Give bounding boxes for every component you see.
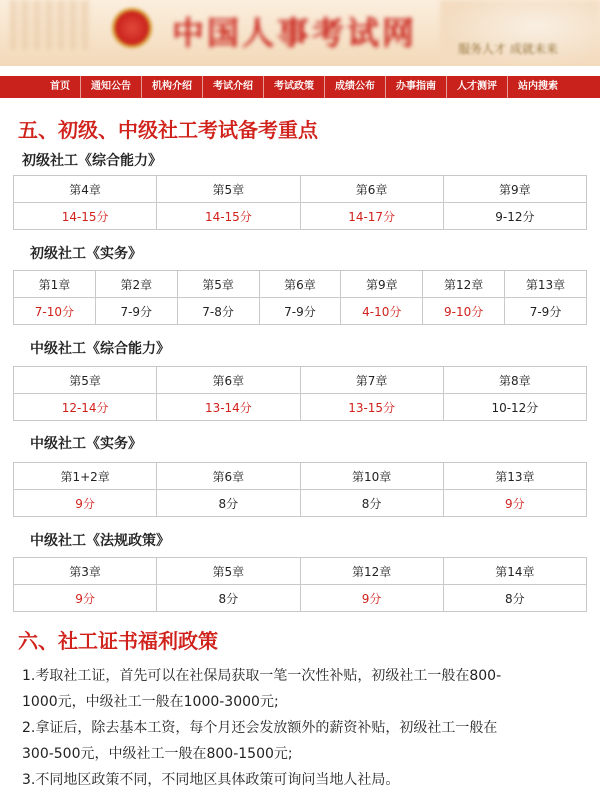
- table-subtitle: 初级社工《综合能力》: [22, 153, 162, 169]
- score-cell: 8分: [443, 585, 586, 612]
- score-cell: 7-9分: [505, 298, 587, 325]
- table-subtitle: 初级社工《实务》: [30, 246, 142, 262]
- nav-item-exam-intro[interactable]: 考试介绍: [203, 76, 264, 98]
- chapter-cell: 第1章: [14, 271, 96, 298]
- table-subtitle: 中级社工《综合能力》: [30, 341, 170, 357]
- score-cell: 14-15分: [157, 203, 300, 230]
- chapter-cell: 第14章: [443, 558, 586, 585]
- table-row-scores: [14, 203, 587, 230]
- table-row-chapters: [14, 271, 587, 298]
- chapter-cell: 第6章: [157, 367, 300, 394]
- chapter-cell: 第6章: [157, 463, 300, 490]
- chapter-cell: 第2章: [95, 271, 177, 298]
- score-cell: 8分: [300, 490, 443, 517]
- chapter-cell: 第5章: [177, 271, 259, 298]
- nav-item-results[interactable]: 成绩公布: [325, 76, 386, 98]
- chapter-cell: 第13章: [505, 271, 587, 298]
- score-cell: 9分: [300, 585, 443, 612]
- score-cell: 7-9分: [259, 298, 341, 325]
- table-row-scores: [14, 585, 587, 612]
- chapter-cell: 第4章: [14, 176, 157, 203]
- national-emblem-logo: [112, 8, 152, 48]
- nav-item-home[interactable]: 首页: [40, 76, 81, 98]
- chapter-cell: 第10章: [300, 463, 443, 490]
- nav-item-notices[interactable]: 通知公告: [81, 76, 142, 98]
- table-row-scores: [14, 298, 587, 325]
- score-cell: 13-15分: [300, 394, 443, 421]
- policy-line: 2.拿证后，除去基本工资，每个月还会发放额外的薪资补贴，初级社工一般在: [22, 720, 498, 736]
- chapter-cell: 第9章: [341, 271, 423, 298]
- score-table-primary-ability: [13, 175, 587, 230]
- score-cell: 9分: [14, 585, 157, 612]
- chapter-cell: 第1+2章: [14, 463, 157, 490]
- chapter-cell: 第6章: [259, 271, 341, 298]
- chapter-cell: 第8章: [443, 367, 586, 394]
- banner-decoration: [10, 0, 90, 50]
- score-table-primary-practice: [13, 270, 587, 325]
- section-title-exam-focus: 五、初级、中级社工考试备考重点: [18, 118, 318, 142]
- score-cell: 8分: [157, 490, 300, 517]
- table-subtitle: 中级社工《实务》: [30, 436, 142, 452]
- score-cell: 14-17分: [300, 203, 443, 230]
- score-cell: 4-10分: [341, 298, 423, 325]
- policy-line: 300-500元，中级社工一般在800-1500元;: [22, 746, 293, 762]
- score-table-intermediate-ability: [13, 366, 587, 421]
- score-cell: 9分: [14, 490, 157, 517]
- site-title[interactable]: 中国人事考试网: [172, 14, 418, 52]
- score-cell: 7-10分: [14, 298, 96, 325]
- main-nav: [0, 76, 600, 98]
- table-row-chapters: [14, 558, 587, 585]
- chapter-cell: 第12章: [423, 271, 505, 298]
- chapter-cell: 第13章: [443, 463, 586, 490]
- site-banner: [0, 0, 600, 66]
- table-row-scores: [14, 490, 587, 517]
- table-row-chapters: [14, 176, 587, 203]
- score-cell: 9-12分: [443, 203, 586, 230]
- chapter-cell: 第5章: [14, 367, 157, 394]
- chapter-cell: 第3章: [14, 558, 157, 585]
- chapter-cell: 第5章: [157, 176, 300, 203]
- score-cell: 7-9分: [95, 298, 177, 325]
- nav-item-guide[interactable]: 办事指南: [386, 76, 447, 98]
- banner-slogan: 服务人才 成就未来: [458, 42, 558, 56]
- table-row-scores: [14, 394, 587, 421]
- chapter-cell: 第12章: [300, 558, 443, 585]
- score-cell: 14-15分: [14, 203, 157, 230]
- score-cell: 13-14分: [157, 394, 300, 421]
- table-row-chapters: [14, 367, 587, 394]
- welfare-policy-text: [22, 663, 582, 793]
- nav-item-assessment[interactable]: 人才测评: [447, 76, 508, 98]
- score-cell: 9分: [443, 490, 586, 517]
- chapter-cell: 第6章: [300, 176, 443, 203]
- chapter-cell: 第7章: [300, 367, 443, 394]
- score-cell: 10-12分: [443, 394, 586, 421]
- nav-item-exam-policy[interactable]: 考试政策: [264, 76, 325, 98]
- score-table-intermediate-practice: [13, 462, 587, 517]
- score-cell: 8分: [157, 585, 300, 612]
- score-cell: 7-8分: [177, 298, 259, 325]
- chapter-cell: 第9章: [443, 176, 586, 203]
- policy-line: 1.考取社工证，首先可以在社保局获取一笔一次性补贴，初级社工一般在800-: [22, 668, 502, 684]
- table-row-chapters: [14, 463, 587, 490]
- chapter-cell: 第5章: [157, 558, 300, 585]
- score-cell: 12-14分: [14, 394, 157, 421]
- section-title-welfare-policy: 六、社工证书福利政策: [18, 629, 218, 653]
- nav-item-site-search[interactable]: 站内搜索: [518, 81, 558, 92]
- score-cell: 9-10分: [423, 298, 505, 325]
- policy-line: 1000元，中级社工一般在1000-3000元;: [22, 694, 279, 710]
- score-table-intermediate-law: [13, 557, 587, 612]
- nav-item-about[interactable]: 机构介绍: [142, 76, 203, 98]
- table-subtitle: 中级社工《法规政策》: [30, 533, 170, 549]
- policy-line: 3.不同地区政策不同，不同地区具体政策可询问当地人社局。: [22, 772, 400, 788]
